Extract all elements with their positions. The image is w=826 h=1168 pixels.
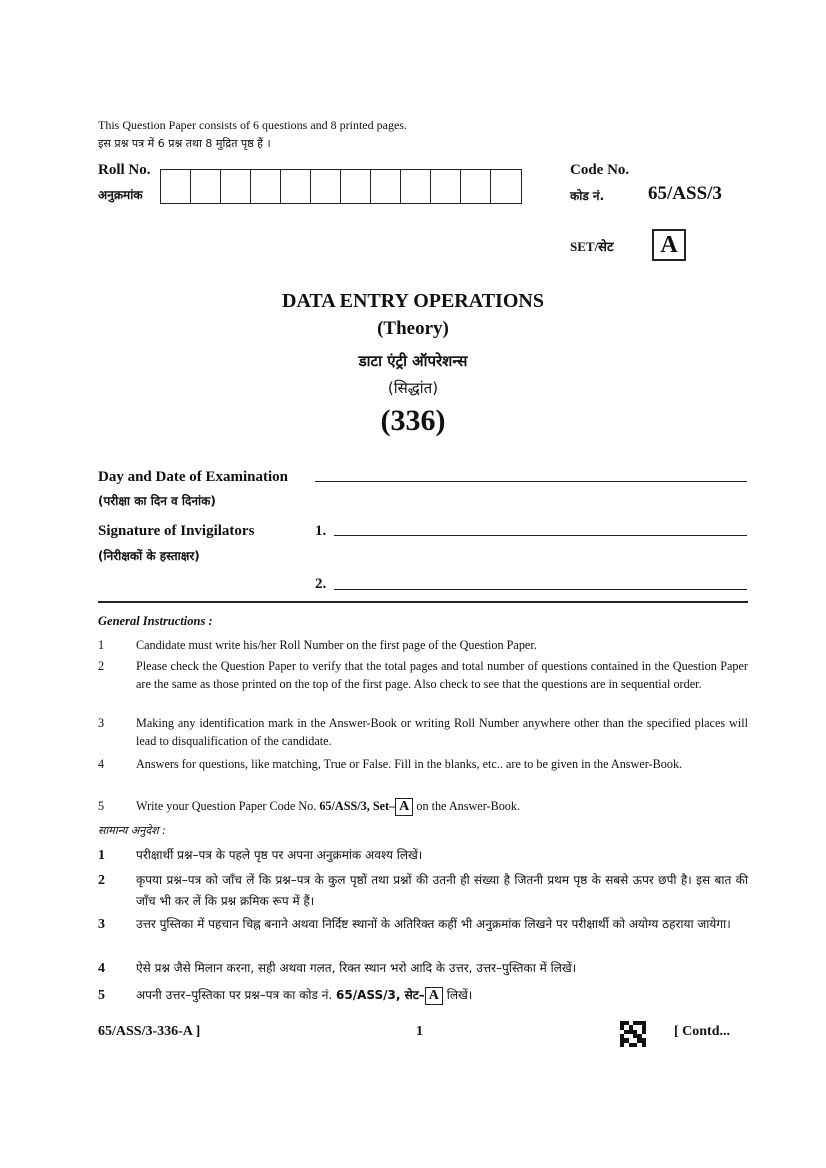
- footer-paper-code: 65/ASS/3-336-A ]: [98, 1024, 201, 1039]
- code-label: Code No.: [570, 162, 630, 178]
- subject-title-hindi: डाटा एंट्री ऑपरेशन्स: [358, 352, 468, 370]
- instruction-item: [98, 657, 748, 693]
- roll-label-hindi: अनुक्रमांक: [98, 188, 143, 202]
- intro-hindi: इस प्रश्न पत्र में 6 प्रश्न तथा 8 मुद्रित पृष्ठ हैं ।: [98, 137, 271, 150]
- instruction-number: 3: [98, 917, 105, 932]
- set-label: SET/सेट: [570, 239, 614, 254]
- instruction-text-hindi: कृपया प्रश्न–पत्र को जाँच लें कि प्रश्न–पत्र के कुल पृष्ठों तथा प्रश्नों की उतनी ही संख्या है जितनी प्रथम पृष्ठ के सबसे ऊपर छपी है। इस बात की जाँच भी कर लें कि प्रश्न क्रमिक रूप में हैं।: [136, 873, 748, 908]
- instruction-text: Candidate must write his/her Roll Number on the first page of the Question Paper.: [136, 638, 537, 652]
- signature-1-field[interactable]: [334, 535, 747, 536]
- intro-english: This Question Paper consists of 6 questions and 8 printed pages.: [98, 118, 407, 132]
- code-label-hindi: कोड नं.: [570, 189, 605, 203]
- instruction-text-hindi: उत्तर पुस्तिका में पहचान चिह्न बनाने अथवा निर्दिष्ट स्थानों के अतिरिक्त कहीं भी अनुक्रमांक लिखने पर परीक्षार्थी को अयोग्य ठहराया जायेगा।: [136, 917, 731, 931]
- roll-label: Roll No.: [98, 162, 151, 178]
- paper-code: 65/ASS/3, सेट–: [336, 988, 425, 1002]
- instruction-number: 2: [98, 659, 105, 673]
- instruction-number: 4: [98, 757, 105, 771]
- instruction-item-hindi: [98, 870, 748, 912]
- instruction-item-hindi: [98, 914, 748, 935]
- invigilator-signature-label-hindi: (निरीक्षकों के हस्ताक्षर): [98, 549, 200, 563]
- instruction-text-part: अपनी उत्तर–पुस्तिका पर प्रश्न–पत्र का कोड नं.: [136, 988, 337, 1002]
- page-number: 1: [416, 1024, 423, 1039]
- subject-subtitle: (Theory): [377, 318, 449, 339]
- roll-digit-box[interactable]: [461, 170, 491, 203]
- roll-digit-box[interactable]: [491, 170, 521, 203]
- instruction-number: 2: [98, 873, 105, 888]
- instruction-text-hindi: परीक्षार्थी प्रश्न–पत्र के पहले पृष्ठ पर अपना अनुक्रमांक अवश्य लिखें।: [136, 848, 423, 862]
- roll-digit-box[interactable]: [281, 170, 311, 203]
- exam-date-label-hindi: (परीक्षा का दिन व दिनांक): [98, 494, 216, 508]
- instruction-item: [98, 797, 748, 816]
- roll-digit-box[interactable]: [251, 170, 281, 203]
- instruction-text-part: Write your Question Paper Code No.: [136, 799, 320, 813]
- general-instructions-heading-hindi: सामान्य अनुदेश :: [98, 824, 166, 837]
- instruction-number: 5: [98, 799, 105, 813]
- signature-2-field[interactable]: [334, 589, 747, 590]
- instruction-number: 1: [98, 848, 105, 863]
- roll-number-boxes[interactable]: [160, 169, 522, 204]
- instruction-item-hindi: [98, 845, 748, 866]
- subject-code: (336): [380, 404, 446, 437]
- subject-title: DATA ENTRY OPERATIONS: [282, 290, 544, 312]
- instruction-text-hindi: ऐसे प्रश्न जैसे मिलान करना, सही अथवा गलत, रिक्त स्थान भरो आदि के उत्तर, उत्तर–पुस्तिका में लिखें।: [136, 961, 577, 975]
- instruction-text: [136, 797, 748, 816]
- exam-date-label: Day and Date of Examination: [98, 469, 289, 485]
- code-value: 65/ASS/3: [648, 183, 722, 204]
- instruction-number: 4: [98, 961, 105, 976]
- exam-date-field[interactable]: [315, 481, 747, 482]
- roll-digit-box[interactable]: [191, 170, 221, 203]
- section-divider: [98, 601, 748, 603]
- set-inline-box: A: [395, 798, 413, 816]
- roll-digit-box[interactable]: [341, 170, 371, 203]
- invigilator-signature-label: Signature of Invigilators: [98, 523, 255, 539]
- subject-subtitle-hindi: (सिद्धांत): [387, 379, 439, 397]
- roll-digit-box[interactable]: [161, 170, 191, 203]
- signature-1-number: 1.: [315, 523, 327, 539]
- instruction-text: Answers for questions, like matching, True or False. Fill in the blanks, etc.. are to be given in the Answer-Book.: [136, 757, 683, 771]
- roll-digit-box[interactable]: [371, 170, 401, 203]
- instruction-item: [98, 755, 748, 773]
- instruction-item: [98, 714, 748, 750]
- instruction-number: 3: [98, 716, 105, 730]
- instruction-text-hindi: [136, 985, 748, 1006]
- roll-digit-box[interactable]: [311, 170, 341, 203]
- instruction-number: 1: [98, 638, 105, 652]
- set-inline-box: A: [425, 987, 443, 1005]
- instruction-text: Making any identification mark in the Answer-Book or writing Roll Number anywhere other than the specified places will lead to disqualification of the candidate.: [136, 716, 748, 748]
- roll-digit-box[interactable]: [221, 170, 251, 203]
- qr-code-icon: [620, 1021, 646, 1047]
- roll-digit-box[interactable]: [401, 170, 431, 203]
- instruction-text-part: लिखें।: [442, 988, 473, 1002]
- instruction-item: [98, 636, 748, 654]
- signature-2-number: 2.: [315, 576, 327, 592]
- roll-digit-box[interactable]: [431, 170, 461, 203]
- set-box: A: [652, 229, 686, 261]
- instruction-number: 5: [98, 988, 105, 1003]
- general-instructions-heading: General Instructions :: [98, 614, 213, 628]
- instruction-item-hindi: [98, 985, 748, 1006]
- instruction-item-hindi: [98, 958, 748, 979]
- instruction-text: Please check the Question Paper to verify that the total pages and total number of questions contained in the Question Paper are the same as those printed on the top of the first page. Also check to see that the questions are in sequential order.: [136, 659, 748, 691]
- paper-code: 65/ASS/3, Set–: [319, 799, 396, 813]
- instruction-text-part: on the Answer-Book.: [413, 799, 521, 813]
- continued-label: [ Contd...: [674, 1024, 731, 1039]
